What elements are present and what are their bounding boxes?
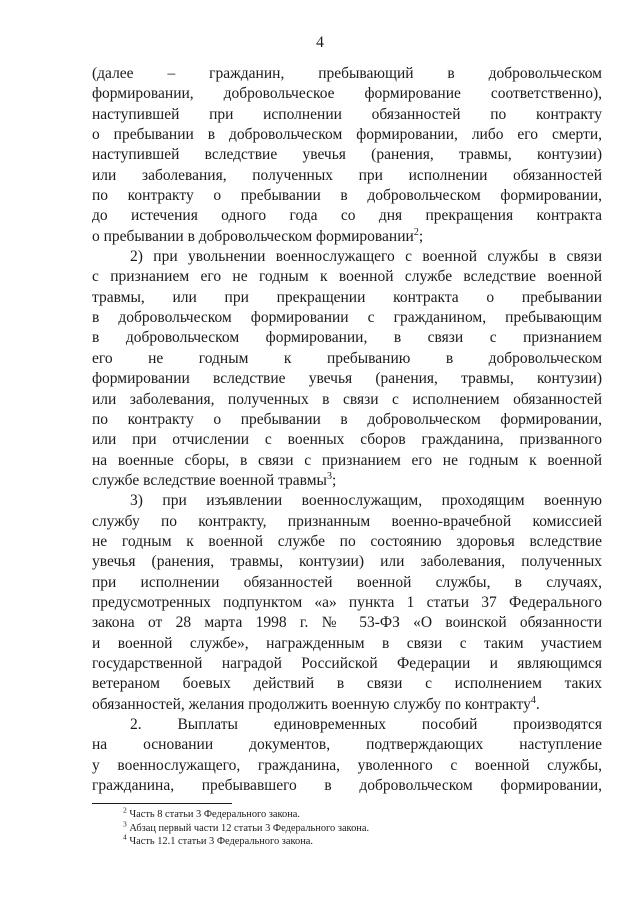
footnote-reference: 4 xyxy=(530,694,536,706)
footnote-number: 4 xyxy=(123,832,127,842)
text-line-content: в добровольческом формировании с гражданином, пребывающим xyxy=(92,309,602,327)
text-line xyxy=(92,613,602,633)
text-line-content: и военной службе», награжденным в связи с таким участием xyxy=(92,634,602,652)
text-line-content: травмы, или при прекращении контракта о пребывании xyxy=(92,288,602,306)
text-line-content: государственной наградой Российской Федерации и являющимся xyxy=(92,654,602,672)
text-line xyxy=(92,410,602,430)
trailing-punctuation: . xyxy=(535,695,540,713)
text-line xyxy=(92,145,602,165)
text-line xyxy=(92,206,602,226)
trailing-punctuation: ; xyxy=(418,227,424,245)
text-line-content: формировании, добровольческое формирование соответственно), xyxy=(92,85,602,103)
text-line-content: увечья (ранения, травмы, контузии) или заболевания, полученных xyxy=(92,553,602,571)
trailing-punctuation: ; xyxy=(331,471,337,489)
text-line-content: не годным к военной службе по состоянию здоровья вследствие xyxy=(92,532,602,550)
footnote-reference: 2 xyxy=(413,226,419,238)
text-line-content: по контракту о пребывании в добровольческом формировании, xyxy=(92,410,602,428)
text-line xyxy=(92,512,602,532)
text-line-content: или при отчислении с военных сборов гражданина, призванного xyxy=(92,431,602,449)
text-line xyxy=(92,654,602,674)
text-line-content: на военные сборы, в связи с признанием его не годным к военной xyxy=(92,451,602,469)
text-line xyxy=(92,674,602,694)
footnote-text: Часть 12.1 статьи 3 Федерального закона. xyxy=(126,836,313,848)
text-line-content: наступившей вследствие увечья (ранения, травмы, контузии) xyxy=(92,146,602,164)
text-line xyxy=(92,471,602,491)
text-line xyxy=(92,776,602,796)
text-line xyxy=(92,369,602,389)
text-line-content: с признанием его не годным к военной службе вследствие военной xyxy=(92,268,602,286)
text-line xyxy=(92,573,602,593)
text-line-content: закона от 28 марта 1998 г. № 53-ФЗ «О воинской обязанности xyxy=(92,614,602,632)
text-line xyxy=(92,715,602,735)
footnote-text: Часть 8 статьи 3 Федерального закона. xyxy=(126,809,301,820)
text-line xyxy=(92,390,602,410)
text-line-content: о пребывании в добровольческом формировании, либо его смерти, xyxy=(92,126,602,144)
text-line-content: формировании вследствие увечья (ранения, травмы, контузии) xyxy=(92,370,602,388)
text-line xyxy=(92,267,602,287)
text-line-content: по контракту о пребывании в добровольческом формировании, xyxy=(92,187,602,205)
text-line xyxy=(92,227,602,247)
footnote-text: Абзац первый части 12 статьи 3 Федерального закона. xyxy=(126,822,370,834)
text-line xyxy=(92,166,602,186)
text-line-content: его не годным к пребыванию в добровольческом xyxy=(92,349,602,367)
text-line xyxy=(92,288,602,308)
text-line xyxy=(92,64,602,84)
text-line xyxy=(92,247,602,267)
text-line xyxy=(92,593,602,613)
text-line-content: ветераном боевых действий в связи с исполнением таких xyxy=(92,675,602,693)
text-line-content: службе вследствие военной травмы xyxy=(92,471,327,489)
footnote xyxy=(123,805,603,822)
text-line-content: при исполнении обязанностей военной службы, в случаях, xyxy=(92,573,602,591)
page-number: 4 xyxy=(316,34,324,51)
document-body xyxy=(92,64,602,796)
text-line-content: о пребывании в добровольческом формировании xyxy=(92,227,414,245)
text-line xyxy=(92,735,602,755)
footnote-number: 3 xyxy=(123,819,127,829)
text-line xyxy=(92,756,602,776)
text-line xyxy=(92,430,602,450)
text-line-content: или заболевания, полученных при исполнении обязанностей xyxy=(92,166,602,184)
text-line xyxy=(92,105,602,125)
text-line xyxy=(92,125,602,145)
footnote-reference: 3 xyxy=(326,470,332,482)
text-line xyxy=(92,634,602,654)
text-line xyxy=(92,349,602,369)
text-line xyxy=(92,532,602,552)
text-line xyxy=(92,491,602,511)
text-line-content: 3) при изъявлении военнослужащим, проходящим военную xyxy=(130,492,602,510)
text-line-content: до истечения одного года со дня прекращения контракта xyxy=(92,207,602,225)
text-line xyxy=(92,84,602,104)
text-line-content: 2. Выплаты единовременных пособий производятся xyxy=(130,716,602,733)
text-line-content: или заболевания, полученных в связи с исполнением обязанностей xyxy=(92,390,602,408)
text-line-content: службу по контракту, признанным военно-врачебной комиссией xyxy=(92,512,602,530)
text-line xyxy=(92,695,602,715)
text-line-content: у военнослужащего, гражданина, уволенного с военной службы, xyxy=(92,756,602,774)
footnote xyxy=(123,819,603,836)
text-line xyxy=(92,451,602,471)
text-line-content: предусмотренных подпунктом «а» пункта 1 статьи 37 Федерального xyxy=(92,593,602,611)
text-line xyxy=(92,328,602,348)
footnote-number: 2 xyxy=(123,805,127,815)
footnotes xyxy=(123,805,603,849)
text-line-content: гражданина, пребывавшего в добровольческом формировании, xyxy=(92,777,602,795)
text-line-content: 2) при увольнении военнослужащего с военной службы в связи xyxy=(130,248,602,266)
text-line xyxy=(92,186,602,206)
text-line-content: в добровольческом формировании, в связи с признанием xyxy=(92,329,602,347)
text-line-content: (далее – гражданин, пребывающий в добровольческом xyxy=(92,65,602,82)
text-line xyxy=(92,552,602,572)
footnote-separator xyxy=(92,803,232,804)
text-line-content: наступившей при исполнении обязанностей по контракту xyxy=(92,105,602,123)
text-line-content: обязанностей, желания продолжить военную службу по контракту xyxy=(92,695,531,713)
footnote xyxy=(123,832,603,849)
text-line-content: на основании документов, подтверждающих наступление xyxy=(92,736,602,754)
text-line xyxy=(92,308,602,328)
